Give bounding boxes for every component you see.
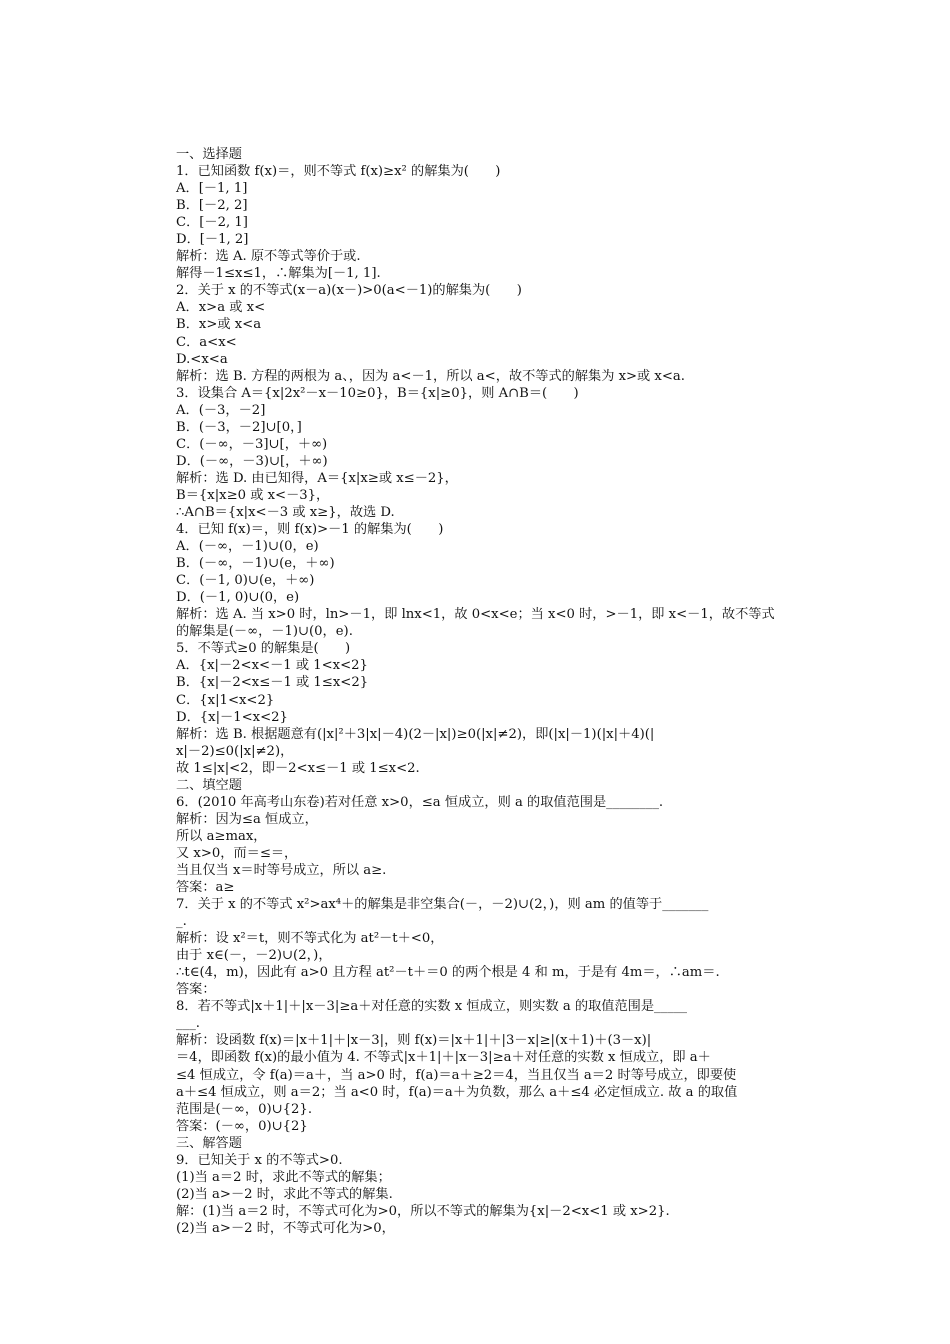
text-line: 又 x>0，而＝≤＝， [176, 845, 298, 861]
text-line: 答案：(－∞，0)∪{2} [176, 1118, 308, 1134]
text-line: 解析：选 B. 根据题意有(|x|²＋3|x|－4)(2－|x|)≥0(|x|≠2)，即(|x|－1)(|x|＋4)(| [176, 726, 655, 742]
text-line: D．[－1, 2] [176, 232, 249, 248]
text-line: C．(－1, 0)∪(e，＋∞) [176, 573, 315, 589]
text-line: B．(－3，－2]∪[0，] [176, 419, 302, 435]
text-line: D．{x|－1<x<2} [176, 709, 288, 725]
text-line: B．[－2, 2] [176, 198, 248, 214]
text-line: 9．已知关于 x 的不等式>0. [176, 1152, 343, 1168]
text-line: 2．关于 x 的不等式(x－a)(x－)>0(a<－1)的解集为( ) [176, 283, 522, 299]
text-line: ＝4，即函数 f(x)的最小值为 4. 不等式|x＋1|＋|x－3|≥a＋对任意的实数 x 恒成立，即 a＋ [176, 1050, 711, 1066]
text-line: 由于 x∈(－，－2)∪(2，)， [176, 948, 332, 964]
text-line: B．(－∞，－1)∪(e，＋∞) [176, 556, 335, 572]
text-line: ∴t∈(4，m)，因此有 a>0 且方程 at²－t＋＝0 的两个根是 4 和 m，于是有 4m＝，∴am＝. [176, 965, 720, 981]
text-line: _. [176, 914, 187, 930]
text-line: 一、选择题 [176, 147, 242, 162]
text-line: B．{x|－2<x≤－1 或 1≤x<2} [176, 675, 369, 691]
text-line: 3．设集合 A＝{x|2x²－x－10≥0}，B＝{x|≥0}，则 A∩B＝( ) [176, 385, 579, 401]
text-line: 解析：因为≤a 恒成立， [176, 811, 318, 827]
text-line: D．(－∞，－3)∪[，＋∞) [176, 453, 328, 469]
text-line: A．{x|－2<x<－1 或 1<x<2} [176, 658, 368, 674]
text-line: x|－2)≤0(|x|≠2)， [176, 743, 294, 759]
text-line: (2)当 a>－2 时，求此不等式的解集. [176, 1186, 393, 1202]
text-line: 6．(2010 年高考山东卷)若对任意 x>0，≤a 恒成立，则 a 的取值范围是________. [176, 794, 664, 810]
text-line: (2)当 a>－2 时，不等式可化为>0， [176, 1220, 395, 1236]
text-line: 解得－1≤x≤1，∴解集为[－1, 1]. [176, 266, 381, 282]
text-line: 答案： [176, 982, 216, 998]
text-line: 故 1≤|x|<2，即－2<x≤－1 或 1≤x<2. [176, 760, 420, 776]
text-line: 解析：设 x²＝t，则不等式化为 at²－t＋<0， [176, 931, 444, 947]
text-line: A．(－3，－2] [176, 402, 266, 418]
text-line: 解析：选 D. 由已知得，A＝{x|x≥或 x≤－2}， [176, 470, 458, 486]
text-line: A．x>a 或 x< [176, 300, 266, 316]
text-line: 解析：选 B. 方程的两根为 a、，因为 a<－1，所以 a<，故不等式的解集为 x>或 x<a. [176, 368, 685, 384]
text-line: 8．若不等式|x＋1|＋|x－3|≥a＋对任意的实数 x 恒成立，则实数 a 的取值范围是_____ [176, 999, 688, 1015]
text-line: A．(－∞，－1)∪(0，e) [176, 539, 319, 555]
text-line: ___. [176, 1016, 200, 1032]
text-line: a＋≤4 恒成立，则 a＝2；当 a<0 时，f(a)＝a＋为负数，那么 a＋≤4 必定恒成立. 故 a 的取值 [176, 1084, 738, 1100]
text-line: 4．已知 f(x)＝，则 f(x)>－1 的解集为( ) [176, 522, 444, 538]
text-line: 答案：a≥ [176, 880, 235, 896]
text-line: 1．已知函数 f(x)＝，则不等式 f(x)≥x² 的解集为( ) [176, 164, 501, 180]
text-line: B．x>或 x<a [176, 317, 262, 333]
text-line: 所以 a≥max， [176, 828, 267, 844]
text-line: 解析：选 A. 当 x>0 时，ln>－1，即 lnx<1，故 0<x<e；当 x<0 时，>－1，即 x<－1，故不等式 [176, 607, 775, 623]
text-line: 解：(1)当 a＝2 时，不等式可化为>0，所以不等式的解集为{x|－2<x<1 或 x>2}. [176, 1203, 670, 1219]
text-line: ∴A∩B＝{x|x<－3 或 x≥}，故选 D. [176, 504, 395, 520]
text-line: 7．关于 x 的不等式 x²>ax⁴＋的解集是非空集合(－，－2)∪(2，)，则 am 的值等于_______ [176, 897, 709, 913]
text-line: 三、解答题 [176, 1135, 242, 1151]
text-line: 解析：设函数 f(x)＝|x＋1|＋|x－3|，则 f(x)＝|x＋1|＋|3－x|≥|(x＋1)＋(3－x)| [176, 1033, 652, 1049]
text-line: C．a<x< [176, 334, 237, 350]
text-line: 的解集是(－∞，－1)∪(0，e). [176, 624, 353, 640]
text-line: 二、填空题 [176, 777, 242, 793]
text-line: C．[－2, 1] [176, 215, 248, 231]
text-line: C．(－∞，－3]∪[，＋∞) [176, 436, 328, 452]
text-line: 解析：选 A. 原不等式等价于或. [176, 249, 361, 265]
text-line: ≤4 恒成立，令 f(a)＝a＋，当 a>0 时，f(a)＝a＋≥2＝4，当且仅当 a＝2 时等号成立，即要使 [176, 1067, 737, 1083]
text-line: 5．不等式≥0 的解集是( ) [176, 641, 351, 657]
text-line: D．(－1, 0)∪(0，e) [176, 590, 300, 606]
document-body [176, 146, 816, 1237]
text-line: 范围是(－∞，0)∪{2}. [176, 1101, 313, 1117]
text-line: B＝{x|x≥0 或 x<－3}， [176, 487, 330, 503]
text-line: D.<x<a [176, 351, 228, 367]
text-line: (1)当 a＝2 时，求此不等式的解集； [176, 1169, 391, 1185]
text-line: A．[－1, 1] [176, 181, 248, 197]
text-line: 当且仅当 x＝时等号成立，所以 a≥. [176, 862, 387, 878]
text-line: C．{x|1<x<2} [176, 692, 275, 708]
